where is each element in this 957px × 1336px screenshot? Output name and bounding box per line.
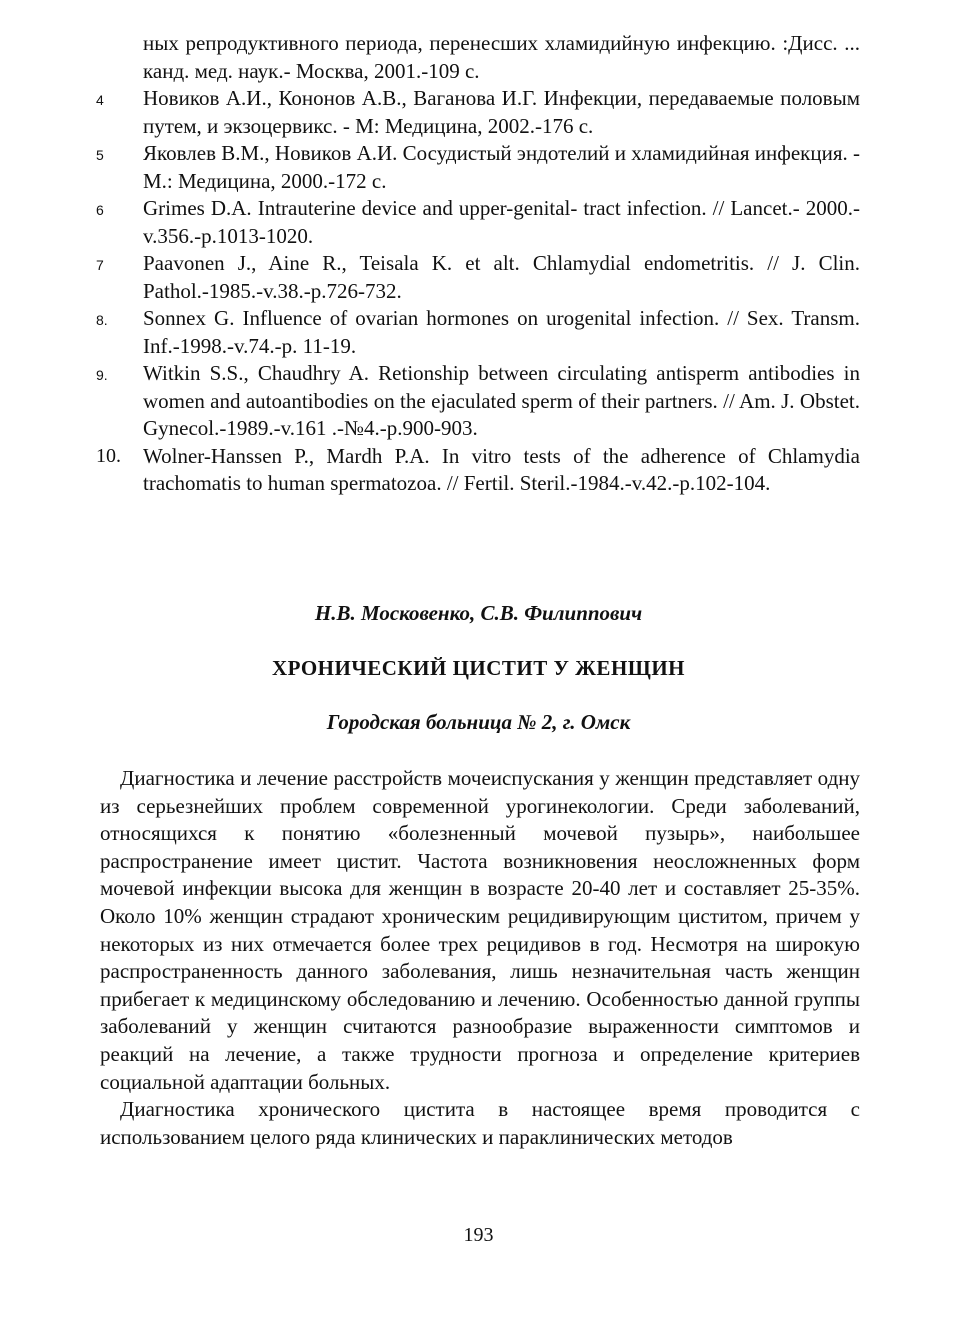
reference-item [96,140,860,195]
article-affiliation: Городская больница № 2, г. Омск [326,710,631,734]
reference-item [96,360,860,443]
reference-number: 7 [96,257,104,273]
reference-item [96,30,860,85]
article-title: ХРОНИЧЕСКИЙ ЦИСТИТ У ЖЕНЩИН [271,656,686,680]
reference-text: Witkin S.S., Chaudhry A. Retionship between circulating antisperm antibodies in women and autoantibodies on the ejaculated sperm of their partners. // Am. J. Obstet. Gynecol.-1989.-v.161 .-№4.-p.900-903. [143,361,860,440]
reference-number [96,30,143,85]
reference-number: 10. [96,444,121,467]
reference-text: Sonnex G. Influence of ovarian hormones on urogenital infection. // Sex. Transm. Inf.-1998.-v.74.-p. 11-19. [143,306,860,358]
article-body [100,765,860,1151]
reference-item [96,305,860,360]
reference-number: 8. [96,312,108,328]
body-paragraph: Диагностика и лечение расстройств мочеиспускания у женщин представляет одну из серьезнейших проблем современной урогинекологии. Среди заболеваний, относящихся к понятию «болезненный мочевой пузырь», наибольшее распространение имеет цистит. Частота возникновения неосложненных форм мочевой инфекции высока для женщин в возрасте 20-40 лет и составляет 25-35%. Около 10% женщин страдают хроническим рецидивирующим циститом, причем у некоторых из них отмечается более трех рецидивов в год. Несмотря на широкую распространенность данного заболевания, лишь незначительная часть женщин прибегает к медицинскому обследованию и лечению. Особенностью данной группы заболеваний у женщин считаются разнообразие выраженности симптомов и реакций на лечение, а также трудности прогноза и определение критериев социальной адаптации больных. [100,766,860,1094]
page-number: 193 [463,1224,494,1246]
reference-item [96,85,860,140]
reference-number: 5 [96,147,104,163]
reference-number: 4 [96,92,104,108]
reference-number: 9. [96,367,108,383]
reference-item [96,443,860,498]
reference-number: 6 [96,202,104,218]
reference-item [96,195,860,250]
article-authors: Н.В. Московенко, С.В. Филиппович [314,601,643,625]
reference-text: Яковлев В.М., Новиков А.И. Сосудистый эндотелий и хламидийная инфекция. - М.: Медицина, 2000.-172 с. [143,141,860,193]
reference-text: Paavonen J., Aine R., Teisala K. et alt. Chlamydial endometritis. // J. Clin. Pathol.-1985.-v.38.-p.726-732. [143,251,860,303]
reference-text: ных репродуктивного периода, перенесших хламидийную инфекцию. :Дисс. ... канд. мед. наук.- Москва, 2001.-109 с. [143,31,860,83]
reference-text: Wolner-Hanssen P., Mardh P.A. In vitro tests of the adherence of Chlamydia trachomatis to human spermatozoa. // Fertil. Steril.-1984.-v.42.-p.102-104. [143,443,860,495]
reference-text: Новиков А.И., Кононов А.В., Ваганова И.Г. Инфекции, передаваемые половым путем, и экзоцервикс. - М: Медицина, 2002.-176 с. [143,86,860,138]
reference-text: Grimes D.A. Intrauterine device and upper-genital- tract infection. // Lancet.- 2000.-v.356.-p.1013-1020. [143,196,860,248]
reference-item [96,250,860,305]
reference-list [96,30,860,498]
body-paragraph: Диагностика хронического цистита в настоящее время проводится с использованием целого ряда клинических и параклинических методов [100,1097,860,1149]
